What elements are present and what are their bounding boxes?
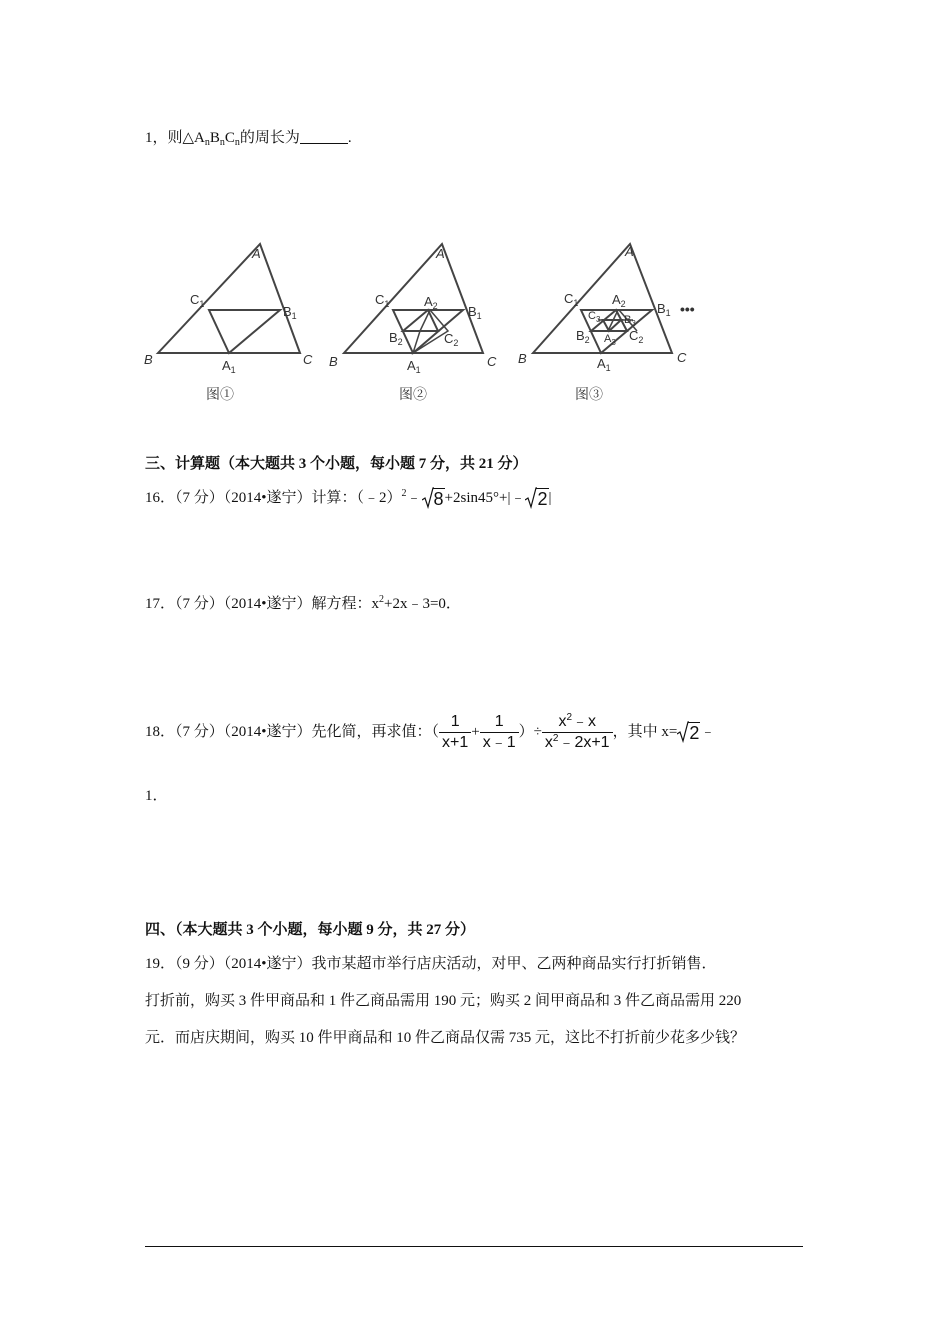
q15-sub-n: n [234, 137, 240, 148]
q17-suffix: +2x﹣3=0． [384, 596, 461, 612]
fig2-label-b2: $B_2$ [389, 330, 403, 347]
q15-end: . [347, 130, 352, 146]
q16-minus: ﹣ [406, 490, 422, 506]
question-18 [145, 708, 715, 756]
fig2-label-c: C [487, 354, 497, 369]
fig1-triangle-a1b1c1 [209, 310, 280, 353]
question-19-line-3: 元．而店庆期间，购买 10 件甲商品和 10 件乙商品仅需 735 元，这比不打折前少花多少钱？ [145, 1030, 746, 1046]
denominator-exponent: 2 [552, 733, 559, 745]
numerator-exponent: 2 [566, 712, 572, 724]
q16-middle: +2sin45°+|﹣ [444, 490, 526, 506]
fig3-label-c1: $C_1$ [564, 291, 579, 308]
fig3-label-b1: $B_1$ [657, 301, 671, 318]
radical-sign-icon [525, 487, 537, 509]
fig3-caption: 图③ [575, 386, 603, 402]
fig2-label-b1: $B_1$ [468, 304, 482, 321]
numerator: 1 [494, 713, 504, 731]
question-16 [145, 488, 552, 508]
denominator-rest: ﹣2x+1 [558, 734, 610, 752]
fig2-label-a: A [436, 246, 445, 261]
fig3-label-b2: $B_2$ [576, 328, 590, 345]
section-heading: 四、（本大题共 3 个小题，每小题 9 分，共 27 分） [145, 922, 476, 938]
q17-exponent: 2 [379, 594, 385, 605]
plus-sign: + [471, 724, 480, 740]
fig3-label-a2: $A_2$ [612, 292, 626, 309]
fig1-label-a1: $A_1$ [222, 358, 236, 375]
fig3-label-a1: $A_1$ [597, 356, 611, 373]
question-18-continuation: 1． [145, 788, 168, 804]
fig2-caption: 图② [399, 386, 427, 402]
sqrt-8 [422, 488, 445, 508]
q15-prefix: 1，则△A [145, 130, 205, 146]
numerator [555, 712, 599, 732]
fig3-label-b: B [518, 351, 527, 366]
question-17 [145, 594, 461, 614]
question-19-line-2: 打折前，购买 3 件甲商品和 1 件乙商品需用 190 元；购买 2 间甲商品和 3 件乙商品需用 220 [145, 993, 742, 1009]
fig3-label-a: A [625, 244, 634, 259]
fig3-ellipsis: ••• [680, 301, 695, 317]
radicand: 2 [537, 489, 548, 509]
radicand: 2 [689, 723, 700, 743]
fig1-label-c1: $C_1$ [190, 292, 205, 309]
q15-sub-n: n [219, 137, 225, 148]
q16-prefix: 16．（7 分）（2014•遂宁）计算：（﹣2） [145, 490, 402, 506]
sqrt-2 [677, 722, 700, 742]
numerator: 1 [450, 713, 460, 731]
q15-sub-n: n [204, 137, 210, 148]
denominator [542, 732, 613, 753]
q15-c: C [224, 130, 235, 146]
q18-tail: ，其中 x= [612, 724, 678, 740]
fig3-label-a3: $A_3$ [604, 333, 616, 347]
section-heading: 三、计算题（本大题共 3 个小题，每小题 7 分，共 21 分） [145, 456, 528, 472]
fig3-label-c3: $C_3$ [588, 310, 601, 324]
fig2-triangle-abc [344, 244, 483, 353]
q18-prefix: 18．（7 分）（2014•遂宁）先化简，再求值：（ [145, 724, 440, 740]
sqrt-2 [525, 488, 548, 508]
triangle-figures [140, 236, 730, 411]
denominator-x: x [544, 734, 553, 752]
q16-end: | [548, 490, 552, 506]
fig2-label-a2: $A_2$ [424, 294, 438, 311]
fig1-label-b1: $B_1$ [283, 304, 297, 321]
fig1-label-c: C [303, 352, 313, 367]
fig1-triangle-abc [158, 244, 300, 353]
denominator: x+1 [439, 732, 471, 753]
fig3-label-c2: $C_2$ [629, 328, 644, 345]
fig3-label-c: C [677, 350, 687, 365]
fraction-1-over-x-plus-1 [439, 712, 471, 753]
fig1-label-b: B [144, 352, 153, 367]
numerator-x: x [558, 713, 567, 731]
fig2-label-a1: $A_1$ [407, 358, 421, 375]
numerator-rest: ﹣x [572, 713, 597, 731]
q15-b: B [209, 130, 220, 146]
radical-sign-icon [677, 721, 689, 743]
fig2-label-c1: $C_1$ [375, 292, 390, 309]
fig2-label-b: B [329, 354, 338, 369]
q15-suffix: 的周长为 [239, 130, 300, 146]
close-divide: ）÷ [518, 724, 542, 740]
answer-blank [300, 129, 348, 144]
fig2-label-c2: $C_2$ [444, 331, 459, 348]
fig3-triangle-abc [533, 244, 672, 353]
radicand: 8 [433, 489, 444, 509]
q17-prefix: 17．（7 分）（2014•遂宁）解方程：x [145, 596, 380, 612]
q18-minus: ﹣ [700, 724, 716, 740]
fraction-1-over-x-minus-1 [480, 712, 519, 753]
q15-tail-line [145, 128, 352, 148]
fig1-label-a: A [252, 246, 261, 261]
footer-divider [145, 1246, 803, 1247]
fig1-caption: 图① [206, 386, 234, 402]
fig3-label-b3: $B_3$ [624, 314, 636, 328]
denominator: x﹣1 [480, 732, 519, 753]
question-19-line-1: 19．（9 分）（2014•遂宁）我市某超市举行店庆活动，对甲、乙两种商品实行打折销售． [145, 956, 717, 972]
q16-exponent: 2 [401, 488, 407, 499]
radical-sign-icon [422, 487, 434, 509]
fraction-quadratic [542, 712, 613, 753]
